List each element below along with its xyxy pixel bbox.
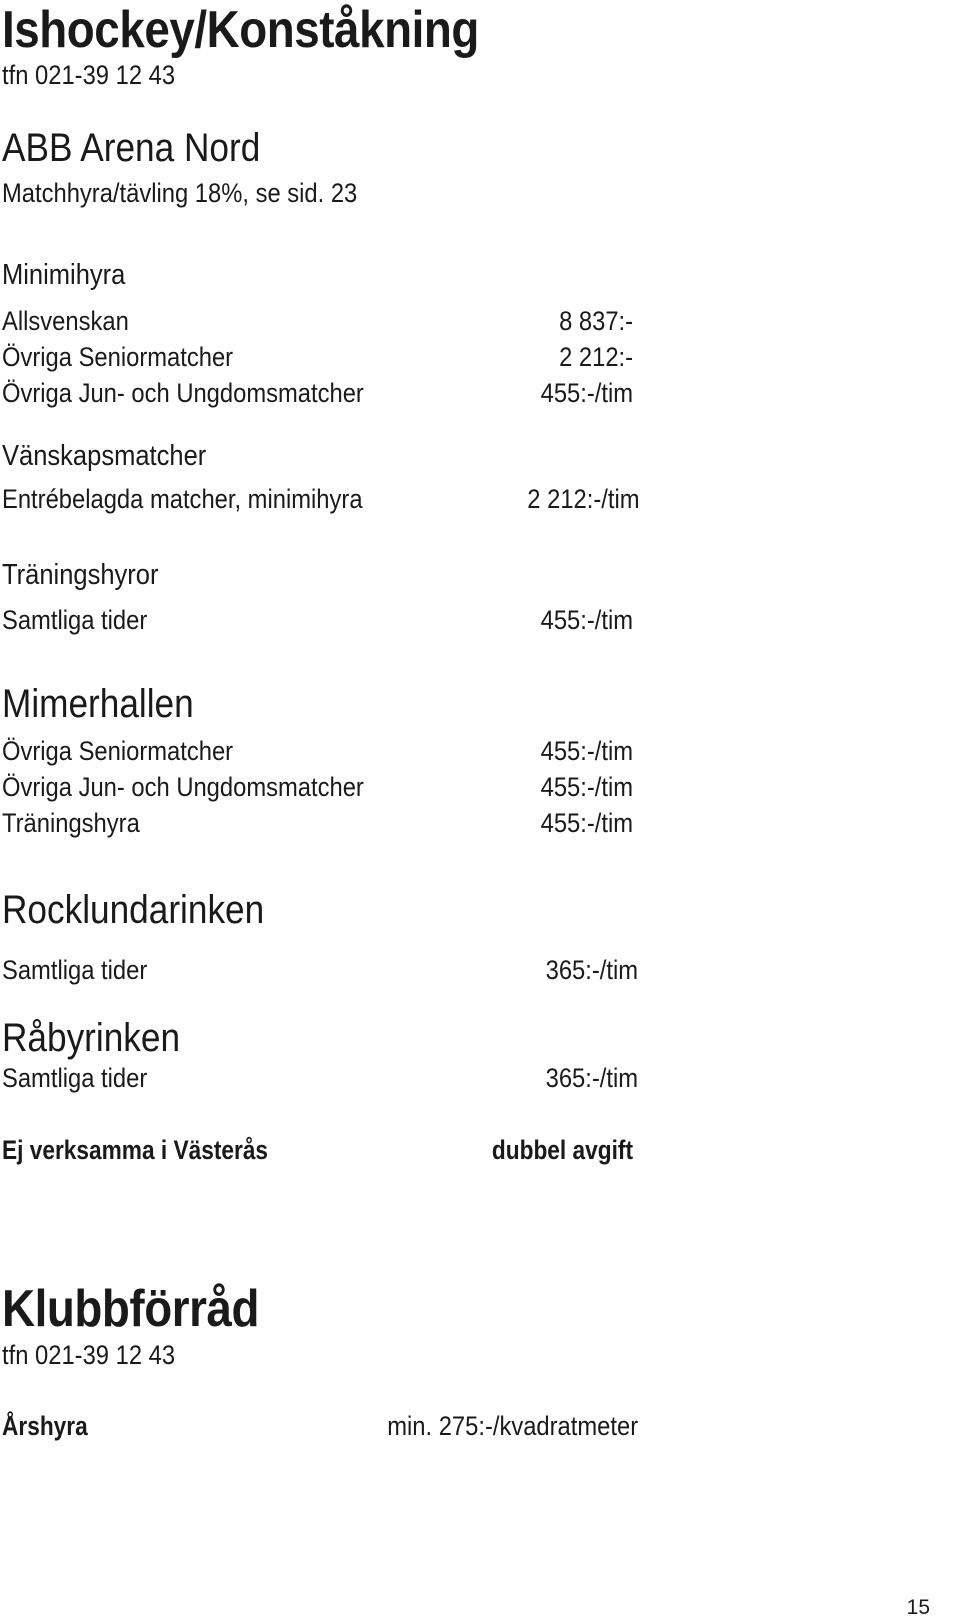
row-price-rocklunda-samtliga: 365:-/tim [545,955,638,985]
row-label-mimer-senior: Övriga Seniormatcher [2,736,234,766]
row-label-entrebelagda: Entrébelagda matcher, minimihyra [2,484,363,514]
row-label-raby-samtliga: Samtliga tider [2,1063,148,1093]
heading-minimihyra: Minimihyra [2,259,126,291]
row-price-mimer-jun: 455:-/tim [540,772,633,802]
heading-rocklundarinken: Rocklundarinken [2,888,265,932]
row-price-ovriga-jun: 455:-/tim [540,378,633,408]
heading-vanskapsmatcher: Vänskapsmatcher [2,440,207,472]
row-price-mimer-traning: 455:-/tim [540,808,633,838]
page-number: 15 [906,1596,930,1619]
row-label-arshyra: Årshyra [2,1411,88,1441]
note-matchhyra: Matchhyra/tävling 18%, se sid. 23 [2,178,358,208]
row-label-ovriga-jun: Övriga Jun- och Ungdomsmatcher [2,378,364,408]
row-label-mimer-jun: Övriga Jun- och Ungdomsmatcher [2,772,364,802]
phone-klubbforrad: tfn 021-39 12 43 [2,1340,176,1370]
row-price-samtliga-abb: 455:-/tim [540,605,633,635]
phone-ishockey: tfn 021-39 12 43 [2,60,176,90]
row-label-allsvenskan: Allsvenskan [2,306,129,336]
row-label-samtliga-abb: Samtliga tider [2,605,148,635]
section-title-klubbforrad: Klubbförråd [2,1280,259,1338]
row-price-mimer-senior: 455:-/tim [540,736,633,766]
row-price-raby-samtliga: 365:-/tim [545,1063,638,1093]
heading-rabyrinken: Råbyrinken [2,1016,181,1060]
row-price-entrebelagda: 2 212:-/tim [527,484,640,514]
row-label-ej-verksamma: Ej verksamma i Västerås [2,1135,269,1165]
heading-abb-arena-nord: ABB Arena Nord [2,126,261,170]
row-price-arshyra: min. 275:-/kvadratmeter [387,1411,638,1441]
row-label-rocklunda-samtliga: Samtliga tider [2,955,148,985]
row-label-mimer-traning: Träningshyra [2,808,140,838]
row-price-allsvenskan: 8 837:- [559,306,633,336]
row-price-ej-verksamma: dubbel avgift [491,1135,633,1165]
heading-traningshyror: Träningshyror [2,559,159,591]
row-label-ovriga-senior: Övriga Seniormatcher [2,342,234,372]
heading-mimerhallen: Mimerhallen [2,682,194,726]
section-title-ishockey: Ishockey/Konståkning [2,1,479,59]
row-price-ovriga-senior: 2 212:- [559,342,633,372]
